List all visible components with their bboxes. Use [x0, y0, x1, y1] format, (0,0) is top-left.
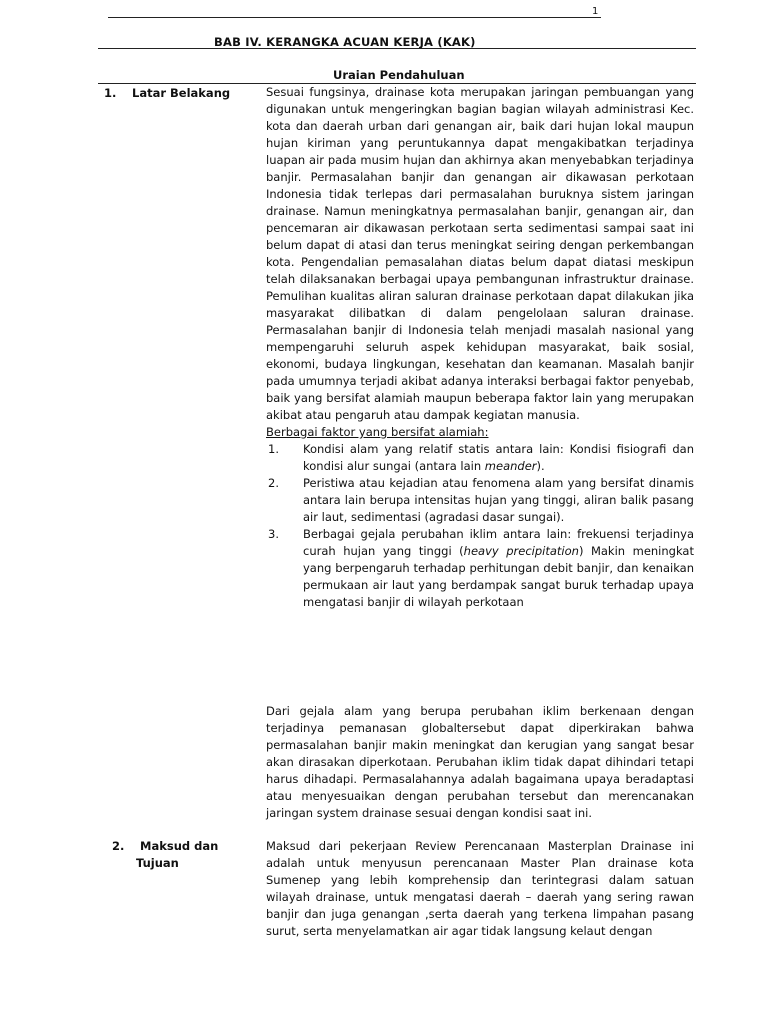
- list-item-number: 3.: [268, 527, 279, 541]
- list-item-text: Peristiwa atau kejadian atau fenomena alam yang bersifat dinamis antara lain berupa intensitas hujan yang tinggi, aliran balik pasang air laut, sedimentasi (agradasi dasar sungai).: [303, 476, 694, 524]
- climate-change-paragraph: Dari gejala alam yang berupa perubahan iklim berkenaan dengan terjadinya pemanasan globaltersebut dapat diperkirakan bahwa permasalahan banjir makin meningkat dan kerugian yang sangat besar akan dirasakan diperkotaan. Perubahan iklim tidak dapat dihindari tetapi harus dihadapi. Permasalahannya adalah bagaimana upaya beradaptasi atau menyesuaikan dengan perubahan tersebut dan merencanakan jaringan system drainase sesuai dengan kondisi saat ini.: [266, 704, 694, 820]
- list-item-text-end: ) Makin meningkat yang berpengaruh terhadap perhitungan debit banjir, dan kenaikan permukaan air laut yang berdampak sangat buruk terhadap upaya mengatasi banjir di wilayah perkotaan: [303, 544, 694, 609]
- purpose-paragraph: Maksud dari pekerjaan Review Perencanaan Masterplan Drainase ini adalah untuk menyusun perencanaan Master Plan drainase kota Sumenep yang lebih komprehensip dan terintegrasi dalam satuan wilayah drainase, untuk mengatasi daerah – daerah yang sering rawan banjir dan juga genangan ,serta daerah yang terkena limpahan pasang surut, serta menyelamatkan air agar tidak langsung kelaut dengan: [266, 839, 694, 938]
- row-label-text: Maksud dan: [140, 839, 219, 853]
- latar-belakang-content: [266, 84, 694, 611]
- list-item-number: 1.: [268, 442, 279, 456]
- list-item-italic: heavy precipitation: [463, 544, 579, 558]
- list-item: [266, 475, 694, 526]
- list-item-italic: meander: [484, 459, 537, 473]
- header-rule: [108, 17, 601, 18]
- chapter-title: BAB IV. KERANGKA ACUAN KERJA (KAK): [214, 35, 476, 49]
- maksud-dan-tujuan-content: [266, 838, 694, 940]
- row-label-text-line2: Tujuan: [136, 856, 179, 870]
- list-item-text: Kondisi alam yang relatif statis antara lain: Kondisi fisiografi dan kondisi alur sungai (antara lain: [303, 442, 694, 473]
- natural-factors-list: [266, 441, 694, 611]
- list-item-number: 2.: [268, 476, 279, 490]
- list-item: [266, 526, 694, 611]
- climate-change-content: [266, 703, 694, 822]
- row-label-text: Latar Belakang: [132, 86, 231, 100]
- list-item-text-end: ).: [536, 459, 545, 473]
- row-number: 1.: [104, 86, 117, 100]
- page-number: 1: [592, 6, 599, 17]
- list-item-text: Berbagai gejala perubahan iklim antara lain: frekuensi terjadinya curah hujan yang tinggi (: [303, 527, 694, 558]
- chapter-rule: [98, 48, 696, 49]
- background-paragraph: Sesuai fungsinya, drainase kota merupakan jaringan pembuangan yang digunakan untuk mengeringkan bagian bagian wilayah administrasi Kec. kota dan daerah urban dari genangan air, baik dari hujan lokal maupun hujan kiriman yang peruntukannya dapat mengakibatkan terjadinya luapan air pada musim hujan dan akhirnya akan menyebabkan terjadinya banjir. Permasalahan banjir dan genangan air dikawasan perkotaan Indonesia tidak terlepas dari permasalahan buruknya sistem jaringan drainase. Namun meningkatnya permasalahan banjir, genangan air, dan pencemaran air dikawasan perkotaan serta sedimentasi sampai saat ini belum dapat di atasi dan terus meningkat seiring dengan perkembangan kota. Pengendalian pemasalahan diatas belum dapat diatasi meskipun telah dilaksanakan berbagai upaya pembangunan infrastruktur drainase. Pemulihan kualitas aliran saluran drainase perkotaan dapat dilakukan jika masyarakat dilibatkan di dalam pengelolaan saluran drainase. Permasalahan banjir di Indonesia telah menjadi masalah nasional yang mempengaruhi seluruh aspek kehidupan masyarakat, baik sosial, ekonomi, budaya lingkungan, kesehatan dan keamanan. Masalah banjir pada umumnya terjadi akibat adanya interaksi berbagai faktor penyebab, baik yang bersifat alamiah maupun beberapa faktor lain yang merupakan akibat atau pengaruh atau dampak kegiatan manusia.: [266, 85, 694, 422]
- row-number: 2.: [112, 839, 125, 853]
- row-label-latar-belakang: [104, 85, 230, 102]
- list-item: [266, 441, 694, 475]
- natural-factors-heading: Berbagai faktor yang bersifat alamiah:: [266, 425, 489, 439]
- section-heading: Uraian Pendahuluan: [333, 68, 465, 82]
- row-label-maksud-dan-tujuan: [112, 838, 218, 872]
